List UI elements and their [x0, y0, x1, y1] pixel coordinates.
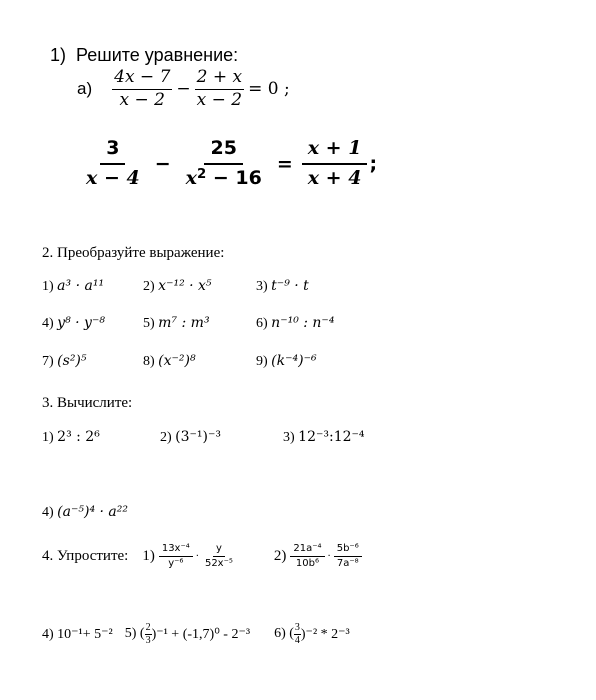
task4-title: 4. Упростите: [42, 547, 129, 564]
task2-item-4 [42, 315, 105, 332]
task4-item-4: 4) 10⁻¹+ 5⁻² [42, 626, 113, 642]
task4-item-2-fraction-1 [290, 543, 324, 569]
task2-item-1 [42, 278, 104, 295]
equation-a-numerator-1: 4x − 7 [112, 68, 172, 90]
task2-item-2-expr: x⁻¹² · x⁵ [158, 278, 212, 294]
task4-item-1-label: 1) [142, 547, 155, 564]
task4-item-5-label: 5) ( [124, 626, 145, 641]
task2-item-5 [143, 315, 210, 332]
task4-item-2 [290, 543, 361, 569]
task2-item-6-label: 6) [256, 316, 268, 331]
task4-item-1-denominator-2: 52x⁻⁵ [204, 557, 233, 569]
equation-b-minus: − [154, 152, 171, 175]
task4-item-6-fraction [294, 622, 301, 646]
equation-b-numerator-2: 25 [204, 138, 242, 165]
equation-b-fraction-3 [302, 138, 368, 190]
task1-title: Решите уравнение: [76, 45, 239, 65]
equation-b-fraction-2 [180, 138, 268, 190]
task3-item-1-label: 1) [42, 430, 54, 445]
task4-line-2 [42, 622, 350, 646]
equation-b-denominator-2-rest: − 16 [206, 166, 262, 189]
equation-b-end: ; [369, 152, 378, 175]
task4-item-5-denominator: 3 [145, 634, 151, 646]
equation-a-denominator-2: x − 2 [196, 89, 243, 110]
task2-item-2 [143, 278, 212, 295]
task2-item-5-label: 5) [143, 316, 155, 331]
task4-item-1-numerator-2: y [213, 543, 225, 557]
task4-item-6-rest: )⁻² * 2⁻³ [300, 626, 350, 642]
equation-b [80, 138, 377, 190]
task2-item-1-expr: a³ · a¹¹ [57, 278, 105, 294]
task4-item-6-label: 6) ( [274, 626, 294, 641]
task4-item-1-fraction-1 [159, 543, 193, 569]
task2-item-3-expr: t⁻⁹ · t [271, 278, 309, 294]
task3-title: 3. Вычислите: [42, 395, 133, 411]
task2-item-5-expr: m⁷ : m³ [158, 315, 210, 331]
equation-b-equals: = [276, 152, 293, 175]
task4-item-2-label: 2) [273, 547, 287, 564]
equation-b-denominator-1: x − 4 [86, 166, 140, 189]
task2-item-2-label: 2) [143, 279, 155, 294]
equation-b-denominator-2-base: x [185, 166, 197, 189]
equation-a-fraction-2 [195, 68, 244, 110]
task2-item-6-expr: n⁻¹⁰ : n⁻⁴ [271, 315, 335, 331]
equation-a-rhs: = 0 ; [248, 79, 290, 100]
equation-b-numerator-1: 3 [100, 138, 125, 165]
task2-title: 2. Преобразуйте выражение: [42, 245, 225, 261]
equation-b-fraction-1 [80, 138, 146, 190]
task4-item-1 [159, 543, 236, 569]
task2-item-1-label: 1) [42, 279, 54, 294]
task4-item-2-numerator-1: 21a⁻⁴ [290, 543, 324, 557]
task2-item-7 [42, 353, 87, 370]
task1-number: 1) [50, 45, 67, 65]
task3-item-4-label: 4) [42, 505, 54, 520]
task2-item-6 [256, 315, 334, 332]
task3-item-1-expr: 2³ : 2⁶ [57, 429, 100, 445]
task4-line-1 [42, 543, 362, 569]
task4-item-2-fraction-2 [334, 543, 362, 569]
equation-b-numerator-3: x + 1 [302, 138, 368, 165]
task2-item-8-label: 8) [143, 354, 155, 369]
task2-item-7-label: 7) [42, 354, 54, 369]
equation-a-label: а) [77, 79, 93, 99]
task4-item-6-denominator: 4 [294, 634, 300, 646]
task4-item-5-numerator: 2 [145, 622, 151, 633]
task4-item-1-fraction-2 [202, 543, 236, 569]
equation-a-minus: − [176, 79, 191, 100]
task4-item-2-denominator-2: 7a⁻⁸ [336, 557, 359, 569]
equation-b-denominator-3: x + 4 [307, 166, 362, 189]
task3-item-2-label: 2) [160, 430, 172, 445]
task2-item-8-expr: (x⁻²)⁸ [158, 353, 196, 369]
task2-item-8 [143, 353, 196, 370]
task4-item-6-numerator: 3 [294, 622, 300, 633]
equation-a-numerator-2: 2 + x [195, 68, 244, 90]
task3-item-3-expr: 12⁻³:12⁻⁴ [298, 429, 365, 445]
task2-item-9 [256, 353, 317, 370]
task2-item-9-expr: (k⁻⁴)⁻⁶ [271, 353, 317, 369]
task2-item-9-label: 9) [256, 354, 268, 369]
task2-item-3-label: 3) [256, 279, 268, 294]
task4-item-2-denominator-1: 10b⁶ [295, 557, 319, 569]
equation-b-denominator-2-exp: 2 [196, 166, 207, 182]
task4-item-1-denominator-1: y⁻⁶ [168, 557, 184, 569]
task3-item-2-expr: (3⁻¹)⁻³ [175, 429, 222, 445]
equation-a-denominator-1: x − 2 [119, 89, 165, 110]
task4-item-1-numerator-1: 13x⁻⁴ [159, 543, 193, 557]
task4-item-1-dot: · [195, 550, 199, 562]
task3-item-1 [42, 429, 100, 446]
equation-a [77, 68, 290, 110]
task3-item-2 [160, 429, 221, 446]
equation-a-fraction-1 [112, 68, 172, 110]
task1-heading [50, 45, 238, 66]
equation-b-denominator-2 [180, 165, 268, 190]
task4-item-2-dot: · [327, 550, 331, 562]
task3-item-4-expr: (a⁻⁵)⁴ · a²² [57, 504, 128, 520]
task3-item-4 [42, 504, 128, 521]
task4-item-2-numerator-2: 5b⁻⁶ [334, 543, 362, 557]
task2-item-7-expr: (s²)⁵ [57, 353, 87, 369]
task3-item-3 [283, 429, 365, 446]
task2-item-4-label: 4) [42, 316, 54, 331]
task2-item-4-expr: y⁸ · y⁻⁸ [57, 315, 105, 331]
task4-item-5-fraction [145, 622, 152, 646]
task3-item-3-label: 3) [283, 430, 295, 445]
task4-item-5-rest: )⁻¹ + (-1,7)⁰ - 2⁻³ [151, 626, 251, 642]
task2-item-3 [256, 278, 309, 295]
